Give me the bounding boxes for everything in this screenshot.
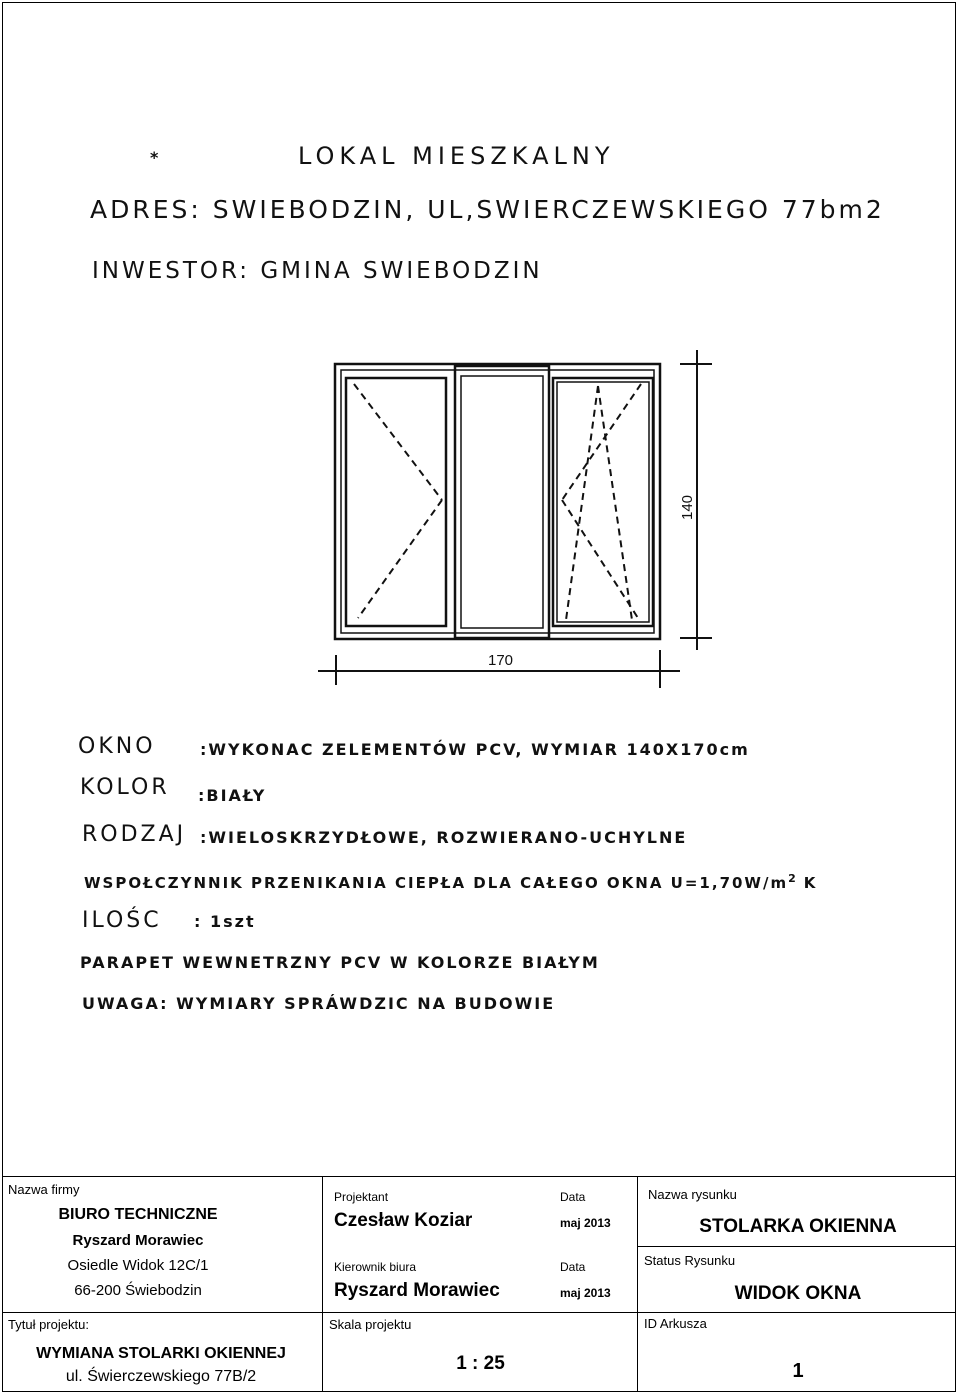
- ilosc-label: ILOŚC: [82, 908, 162, 933]
- ilosc-value: : 1szt: [194, 912, 256, 931]
- column-divider-2: [637, 1176, 638, 1392]
- kolor-label: KOLOR: [80, 775, 170, 800]
- right-sash-tilt-line-right: [598, 386, 632, 620]
- firm-person: Ryszard Morawiec: [72, 1232, 204, 1249]
- date-value-1: maj 2013: [560, 1216, 611, 1230]
- project-title: WYMIANA STOLARKI OKIENNEJ: [36, 1345, 286, 1362]
- right-sash-tilt-line-left: [566, 386, 598, 620]
- drawing-name: STOLARKA OKIENNA: [699, 1216, 897, 1237]
- star-mark: *: [150, 148, 159, 167]
- rodzaj-value: :WIELOSKRZYDŁOWE, ROZWIERANO-UCHYLNE: [200, 828, 688, 847]
- firm-address-line2: 66-200 Świebodzin: [74, 1282, 202, 1299]
- designer-name: Czesław Koziar: [334, 1210, 473, 1231]
- width-dimension-label: 170: [488, 652, 514, 669]
- sheet-label: ID Arkusza: [644, 1316, 707, 1331]
- project-title-label: Tytuł projektu:: [8, 1317, 89, 1332]
- heat-coefficient-text: WSPOŁCZYNNIK PRZENIKANIA CIEPŁA DLA CAŁEGO OKNA U=1,70W/m: [84, 874, 789, 892]
- height-dimension-label: 140: [679, 494, 696, 520]
- firm-name: BIURO TECHNICZNE: [58, 1206, 218, 1223]
- window-outer-frame: [335, 364, 660, 639]
- heat-coefficient-sup: 2: [788, 872, 798, 885]
- drawing-name-label: Nazwa rysunku: [648, 1187, 737, 1202]
- column-divider-1: [322, 1176, 323, 1392]
- header-address: ADRES: SWIEBODZIN, UL,SWIERCZEWSKIEGO 77bm2: [90, 195, 885, 224]
- title-block-top-border: [2, 1176, 956, 1177]
- uwaga-note: UWAGA: WYMIARY SPRÁWDZIC NA BUDOWIE: [82, 994, 556, 1013]
- designer-label: Projektant: [334, 1190, 389, 1204]
- sash-right-inner: [557, 382, 649, 622]
- rodzaj-label: RODZAJ: [82, 822, 187, 847]
- heat-coefficient-unit: K: [803, 874, 818, 892]
- date-label-2: Data: [560, 1260, 586, 1274]
- manager-label: Kierownik biura: [334, 1260, 417, 1274]
- window-inner-frame: [341, 370, 654, 633]
- date-label-1: Data: [560, 1190, 586, 1204]
- title-block-mid-border: [2, 1312, 956, 1313]
- firm-address-line1: Osiedle Widok 12C/1: [67, 1257, 209, 1274]
- left-sash-open-line-top: [354, 384, 442, 500]
- kolor-value: :BIAŁY: [198, 786, 267, 805]
- heat-coefficient: [84, 872, 817, 892]
- left-sash-open-line-bottom: [358, 500, 442, 618]
- right-sash-open-line-top: [562, 384, 641, 500]
- sash-middle: [455, 366, 549, 638]
- sash-middle-inner: [461, 376, 543, 628]
- header-title: LOKAL MIESZKALNY: [298, 142, 615, 170]
- scale-label: Skala projektu: [329, 1317, 412, 1332]
- header-investor: INWESTOR: GMINA SWIEBODZIN: [92, 258, 543, 284]
- sheet-id: 1: [792, 1360, 804, 1382]
- project-address: ul. Świerczewskiego 77B/2: [65, 1368, 257, 1385]
- date-value-2: maj 2013: [560, 1286, 611, 1300]
- parapet-note: PARAPET WEWNETRZNY PCV W KOLORZE BIAŁYM: [80, 953, 600, 972]
- okno-value: :WYKONAC ZELEMENTÓW PCV, WYMIAR 140X170cm: [200, 740, 750, 759]
- manager-name: Ryszard Morawiec: [334, 1280, 500, 1301]
- drawing-name-divider: [637, 1246, 956, 1247]
- drawing-status: WIDOK OKNA: [734, 1283, 862, 1304]
- okno-label: OKNO: [78, 734, 156, 759]
- sash-left: [346, 378, 446, 626]
- status-label: Status Rysunku: [644, 1253, 736, 1268]
- project-scale: 1 : 25: [456, 1353, 505, 1374]
- firm-label: Nazwa firmy: [8, 1182, 80, 1197]
